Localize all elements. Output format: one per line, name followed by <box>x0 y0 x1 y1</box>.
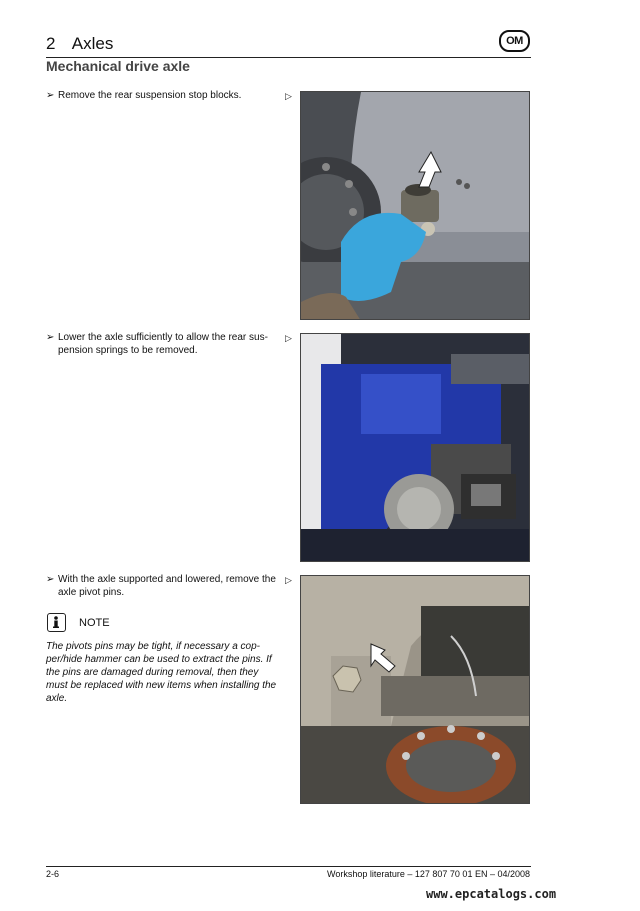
step-2 <box>46 331 278 357</box>
note-text: The pivots pins may be tight, if necessary a cop-per/hide hammer can be used to extract the pins. If the pins are damaged during removal, then they must be replaced with new items when installing the axle. <box>46 641 277 704</box>
step-1 <box>46 89 278 102</box>
triangle-marker-icon: ▷ <box>285 575 292 585</box>
footer-rule <box>46 866 531 867</box>
step-3 <box>46 573 278 599</box>
photo-stop-block-removal <box>300 91 530 320</box>
note-label: NOTE <box>79 617 110 629</box>
section-title: Mechanical drive axle <box>46 58 190 74</box>
photo-axle-pivot-pins <box>300 575 530 804</box>
om-logo: OM <box>499 30 530 52</box>
page-number: 2-6 <box>46 869 60 879</box>
triangle-marker-icon: ▷ <box>285 333 292 343</box>
chapter-number: 2 <box>46 34 56 53</box>
triangle-marker-icon: ▷ <box>285 91 292 101</box>
photo-rear-suspension-springs <box>300 333 530 562</box>
watermark: www.epcatalogs.com <box>426 887 557 901</box>
step-text: Remove the rear suspension stop blocks. <box>58 90 242 101</box>
bullet-arrow-icon: ➢ <box>46 90 55 101</box>
chapter-heading <box>46 34 113 54</box>
step-text: Lower the axle sufficiently to allow the rear sus-pension springs to be removed. <box>58 332 268 356</box>
chapter-title: Axles <box>71 34 114 53</box>
document-reference: Workshop literature – 127 807 70 01 EN – 04/2008 <box>327 869 530 879</box>
bullet-arrow-icon: ➢ <box>46 574 55 585</box>
info-icon <box>47 613 66 632</box>
step-text: With the axle supported and lowered, remove the axle pivot pins. <box>58 574 276 598</box>
bullet-arrow-icon: ➢ <box>46 332 55 343</box>
